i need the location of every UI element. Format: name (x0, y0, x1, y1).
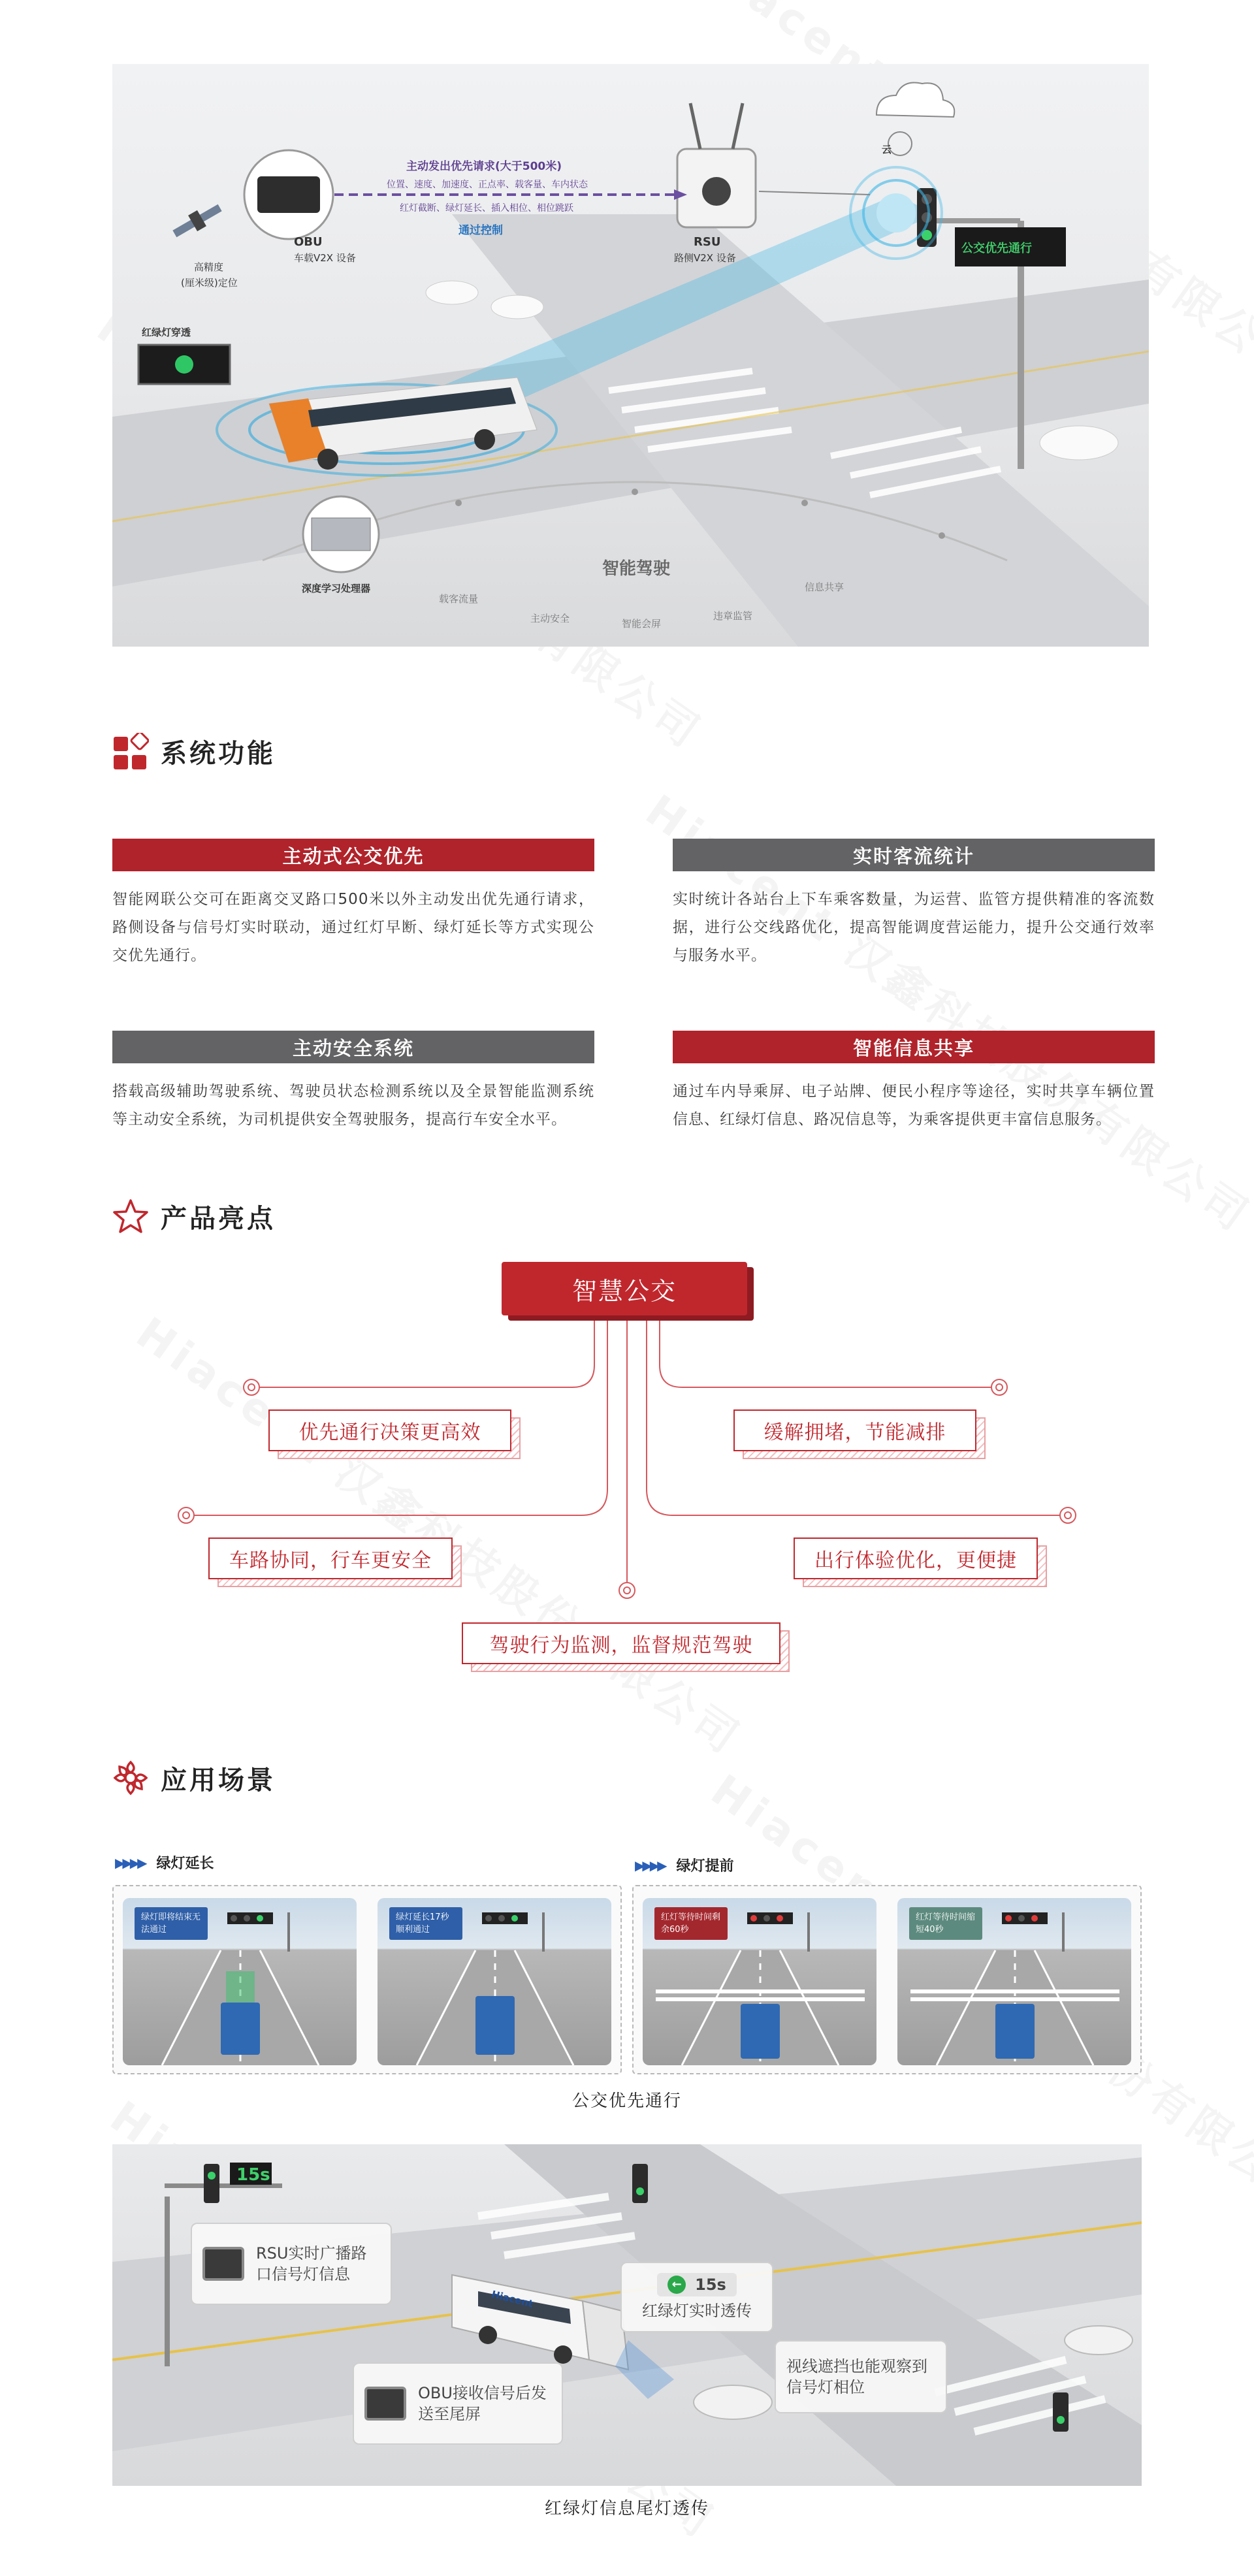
gps-line-2: (厘米级)定位 (181, 277, 238, 289)
caption: 公交优先通行 (571, 2091, 682, 2111)
rsu-title: RSU (694, 235, 721, 249)
highlight-item: 优先通行决策更高效 (268, 1409, 511, 1451)
priority-request-text: 主动发出优先请求(大于500米) (406, 160, 562, 173)
scenario-tag: 红灯等待时间剩余60秒 (654, 1907, 728, 1940)
section-title: 应用场景 (161, 1765, 276, 1795)
cloud-label: 云 (882, 144, 892, 155)
chevrons-icon: ▶▶▶▶ (115, 1854, 145, 1871)
scenario-panel (643, 1898, 876, 2065)
scenario-tag: 红灯等待时间缩短40秒 (909, 1907, 982, 1940)
gps-line-1: 高精度 (194, 261, 224, 273)
scenario-panel (378, 1898, 611, 2065)
info-card-view: 视线遮挡也能观察到信号灯相位 (775, 2340, 947, 2413)
scenario-panel (123, 1898, 357, 2065)
section-title: 产品亮点 (161, 1203, 276, 1234)
light-label: 红绿灯实时透传 (642, 2302, 752, 2320)
function-card (112, 1031, 594, 1134)
rsu-device-icon (202, 2247, 244, 2281)
scenario-tag: 绿灯即将结束无法通过 (135, 1907, 208, 1940)
function-card (673, 1031, 1155, 1134)
function-card-text: 智能网联公交可在距离交叉路口500米以外主动发出优先通行请求，路侧设备与信号灯实时联动，通过红灯早断、绿灯延长等方式实现公交优先通行。 (112, 891, 594, 964)
function-card-text: 实时统计各站台上下车乘客数量，为运营、监管方提供精准的客流数据，进行公交线路优化，提高智能调度营运能力，提升公交通行效率与服务水平。 (673, 891, 1155, 964)
flower-icon (112, 1760, 149, 1796)
scenarios-heading (112, 1758, 276, 1797)
function-card-text: 通过车内导乘屏、电子站牌、便民小程序等途径，实时共享车辆位置信息、红绿灯信息、路况信息等，为乘客提供更丰富信息服务。 (673, 1083, 1155, 1128)
ring-item: 载客流量 (439, 593, 479, 605)
obu-device-icon (364, 2387, 406, 2421)
obu-subtitle: 车载V2X 设备 (294, 252, 356, 264)
function-card-title: 实时客流统计 (673, 839, 1155, 871)
scenario-group-title: ▶▶▶▶ 绿灯延长 (115, 1854, 214, 1872)
info-card-light (620, 2262, 773, 2332)
info-card-rsu: RSU实时广播路口信号灯信息 (191, 2223, 392, 2305)
section-title: 系统功能 (161, 738, 276, 769)
highlight-center: 智慧公交 (502, 1262, 747, 1315)
rsu-subtitle: 路侧V2X 设备 (674, 252, 736, 264)
bus-brand: Hiacent (490, 2288, 534, 2310)
function-card-title: 智能信息共享 (673, 1031, 1155, 1063)
obu-title: OBU (294, 235, 323, 249)
highlight-item: 缓解拥堵，节能减排 (733, 1409, 976, 1451)
light-countdown: 15s (695, 2276, 726, 2294)
highlight-item: 车路协同，行车更安全 (208, 1538, 453, 1579)
info-line-2: 红灯截断、绿灯延长、插入相位、相位跳跃 (400, 203, 573, 214)
countdown-display: 15s (236, 2165, 270, 2185)
function-card-title: 主动安全系统 (112, 1031, 594, 1063)
functions-heading (112, 732, 276, 771)
highlight-item: 出行体验优化，更便捷 (794, 1538, 1038, 1579)
highlights-heading (112, 1197, 276, 1236)
processor-label: 深度学习处理器 (302, 583, 371, 594)
control-text: 通过控制 (458, 224, 503, 237)
scenario-tag: 绿灯延长17秒顺利通过 (389, 1907, 462, 1940)
arrow-left-icon: ← (667, 2276, 686, 2294)
sign-text: 公交优先通行 (961, 242, 1032, 255)
scenario-panel (897, 1898, 1131, 2065)
info-card-obu: OBU接收信号后发送至尾屏 (353, 2362, 563, 2445)
street-illustration (112, 2144, 1142, 2486)
function-card-title: 主动式公交优先 (112, 839, 594, 871)
highlight-item: 驾驶行为监测，监督规范驾驶 (462, 1622, 780, 1664)
ring-item: 信息共享 (805, 581, 844, 593)
ring-title: 智能驾驶 (602, 559, 671, 579)
scenario-group-title: ▶▶▶▶ 绿灯提前 (635, 1857, 734, 1875)
ring-item: 智能会屏 (622, 618, 662, 630)
grid-blocks-icon (112, 733, 149, 769)
hero-illustration (112, 64, 1149, 647)
info-line-1: 位置、速度、加速度、正点率、载客量、车内状态 (387, 180, 588, 190)
ring-item: 违章监管 (713, 610, 753, 622)
function-card-text: 搭载高级辅助驾驶系统、驾驶员状态检测系统以及全景智能监测系统等主动安全系统，为司机提供安全驾驶服务，提高行车安全水平。 (112, 1083, 594, 1128)
star-icon (112, 1198, 149, 1234)
traffic-light-label: 红绿灯穿透 (142, 327, 191, 338)
function-card (112, 839, 594, 970)
caption: 红绿灯信息尾灯透传 (544, 2499, 709, 2519)
function-card (673, 839, 1155, 970)
chevrons-icon: ▶▶▶▶ (635, 1857, 665, 1873)
ring-item: 主动安全 (530, 613, 570, 624)
